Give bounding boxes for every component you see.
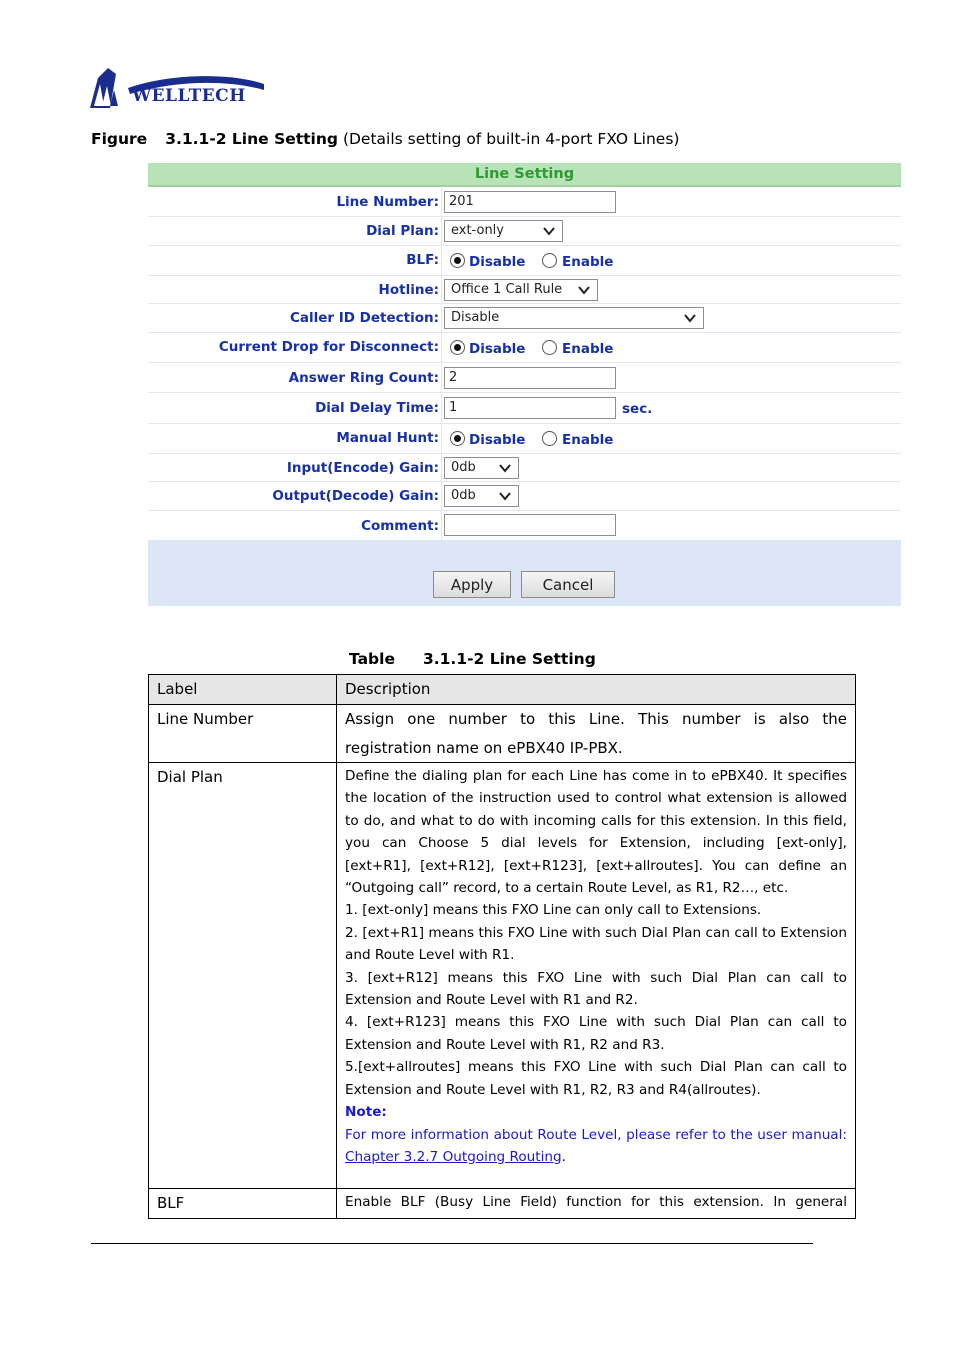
row-manual-hunt — [148, 424, 901, 454]
chevron-down-icon — [542, 224, 556, 238]
row-label: Line Number — [157, 710, 254, 728]
note-text: For more information about Route Level, please refer to the user manual: — [345, 1126, 847, 1143]
welltech-logo — [88, 66, 268, 110]
manual-hunt-disable-label: Disable — [469, 432, 526, 448]
dial-plan-value: ext-only — [451, 223, 504, 238]
caller-id-detection-value: Disable — [451, 310, 500, 325]
figure-caption — [91, 130, 679, 148]
logo-text: WELLTECH — [132, 86, 246, 106]
blf-enable-radio[interactable] — [542, 253, 557, 268]
table-row — [148, 762, 337, 1189]
current-drop-enable-label: Enable — [562, 341, 614, 357]
panel-title: Line Setting — [474, 166, 575, 182]
dial-plan-item: 4. [ext+R123] means this FXO Line with such Dial Plan can call to Extension and Route Level with R1, R2 and R3. — [345, 1014, 847, 1053]
dial-plan-label: Dial Plan: — [366, 223, 439, 239]
manual-hunt-enable-label: Enable — [562, 432, 614, 448]
row-label: BLF — [157, 1194, 185, 1212]
line-number-desc-1: Assign one number to this Line. This number is also the — [345, 710, 847, 728]
manual-hunt-enable-radio[interactable] — [542, 431, 557, 446]
table-row — [336, 704, 856, 763]
hotline-label: Hotline: — [378, 282, 439, 298]
row-caller-id-detection — [148, 304, 901, 333]
panel-footer — [148, 540, 901, 606]
line-number-label: Line Number: — [336, 194, 439, 210]
footer-divider — [91, 1243, 813, 1244]
row-input-gain — [148, 454, 901, 482]
row-dial-plan — [148, 217, 901, 246]
table-header-cell — [336, 674, 856, 705]
table-prefix: Table — [349, 650, 395, 668]
dial-delay-time-input[interactable]: 1 — [444, 397, 616, 419]
table-row — [148, 704, 337, 763]
apply-button[interactable]: Apply — [433, 571, 511, 598]
note-title: Note: — [345, 1104, 387, 1121]
input-gain-select[interactable] — [444, 457, 519, 479]
row-hotline — [148, 276, 901, 304]
dial-delay-time-label: Dial Delay Time: — [315, 400, 439, 416]
table-caption — [349, 650, 596, 668]
figure-detail: (Details setting of built-in 4-port FXO Lines) — [342, 130, 680, 148]
answer-ring-count-input[interactable]: 2 — [444, 367, 616, 389]
blf-description: Enable BLF (Busy Line Field) function for this extension. In general — [345, 1194, 847, 1210]
manual-hunt-label: Manual Hunt: — [336, 430, 439, 446]
row-output-gain — [148, 482, 901, 511]
current-drop-label: Current Drop for Disconnect: — [218, 339, 439, 355]
table-title: 3.1.1-2 Line Setting — [422, 650, 596, 668]
line-number-input[interactable]: 201 — [444, 191, 616, 213]
dial-plan-item: 3. [ext+R12] means this FXO Line with such Dial Plan can call to Extension and Route Level with R1 and R2. — [345, 969, 847, 1009]
header-description: Description — [345, 680, 431, 698]
blf-disable-radio[interactable] — [450, 253, 465, 268]
row-label: Dial Plan — [157, 768, 223, 786]
output-gain-label: Output(Decode) Gain: — [272, 488, 439, 504]
row-comment — [148, 511, 901, 540]
table-header-cell — [148, 674, 337, 705]
answer-ring-count-label: Answer Ring Count: — [288, 370, 439, 386]
dial-plan-select[interactable] — [444, 220, 563, 242]
output-gain-select[interactable] — [444, 485, 519, 507]
figure-prefix: Figure — [91, 130, 148, 148]
chevron-down-icon — [498, 461, 512, 475]
comment-input[interactable] — [444, 514, 616, 536]
input-gain-label: Input(Encode) Gain: — [286, 460, 439, 476]
caller-id-detection-select[interactable] — [444, 307, 704, 329]
caller-id-detection-label: Caller ID Detection: — [289, 310, 439, 326]
row-answer-ring-count — [148, 363, 901, 393]
table-row — [336, 1188, 856, 1219]
line-setting-panel — [148, 163, 901, 606]
dial-plan-paragraph: Define the dialing plan for each Line has come in to ePBX40. It specifies the location of the instruction used to control what extension is allowed to do, and what to do with incoming calls for this extension. In this field, you can Choose 5 dial levels for Extension, including [ext-only], [ext+R1], [ext+R12], [ext+R123], [ext+allroutes]. You can define an “Outgoing call” record, to a certain Route Level, as R1, R2…, etc. — [345, 768, 847, 897]
header-label: Label — [157, 680, 198, 698]
manual-hunt-disable-radio[interactable] — [450, 431, 465, 446]
current-drop-enable-radio[interactable] — [542, 340, 557, 355]
comment-label: Comment: — [361, 518, 439, 534]
chevron-down-icon — [683, 311, 697, 325]
blf-disable-label: Disable — [469, 254, 526, 270]
dial-plan-item: 2. [ext+R1] means this FXO Line with such Dial Plan can call to Extension and Route Level with R1. — [345, 924, 847, 964]
hotline-value: Office 1 Call Rule — [451, 282, 563, 297]
dial-plan-item: 1. [ext-only] means this FXO Line can only call to Extensions. — [345, 902, 762, 919]
hotline-select[interactable] — [444, 279, 598, 301]
output-gain-value: 0db — [451, 488, 476, 503]
dial-plan-description — [345, 765, 847, 1168]
current-drop-disable-label: Disable — [469, 341, 526, 357]
table-row — [148, 1188, 337, 1219]
dial-delay-unit: sec. — [622, 401, 653, 417]
outgoing-routing-link[interactable]: Chapter 3.2.7 Outgoing Routing — [345, 1148, 562, 1165]
row-dial-delay-time — [148, 393, 901, 424]
blf-enable-label: Enable — [562, 254, 614, 270]
row-current-drop — [148, 333, 901, 363]
dial-plan-item: 5.[ext+allroutes] means this FXO Line with such Dial Plan can call to Extension and Route Level with R1, R2, R3 and R4(allroutes). — [345, 1059, 847, 1098]
table-row — [336, 762, 856, 1189]
panel-header — [148, 163, 901, 187]
current-drop-disable-radio[interactable] — [450, 340, 465, 355]
cancel-button[interactable]: Cancel — [521, 571, 615, 598]
note-body — [345, 1124, 847, 1169]
input-gain-value: 0db — [451, 460, 476, 475]
figure-number: 3.1.1-2 Line Setting — [165, 130, 339, 148]
row-blf — [148, 246, 901, 276]
note-end: . — [561, 1148, 566, 1165]
row-line-number — [148, 188, 901, 217]
chevron-down-icon — [498, 489, 512, 503]
chevron-down-icon — [577, 283, 591, 297]
blf-label: BLF: — [406, 252, 439, 268]
line-number-desc-2: registration name on ePBX40 IP-PBX. — [345, 739, 623, 757]
